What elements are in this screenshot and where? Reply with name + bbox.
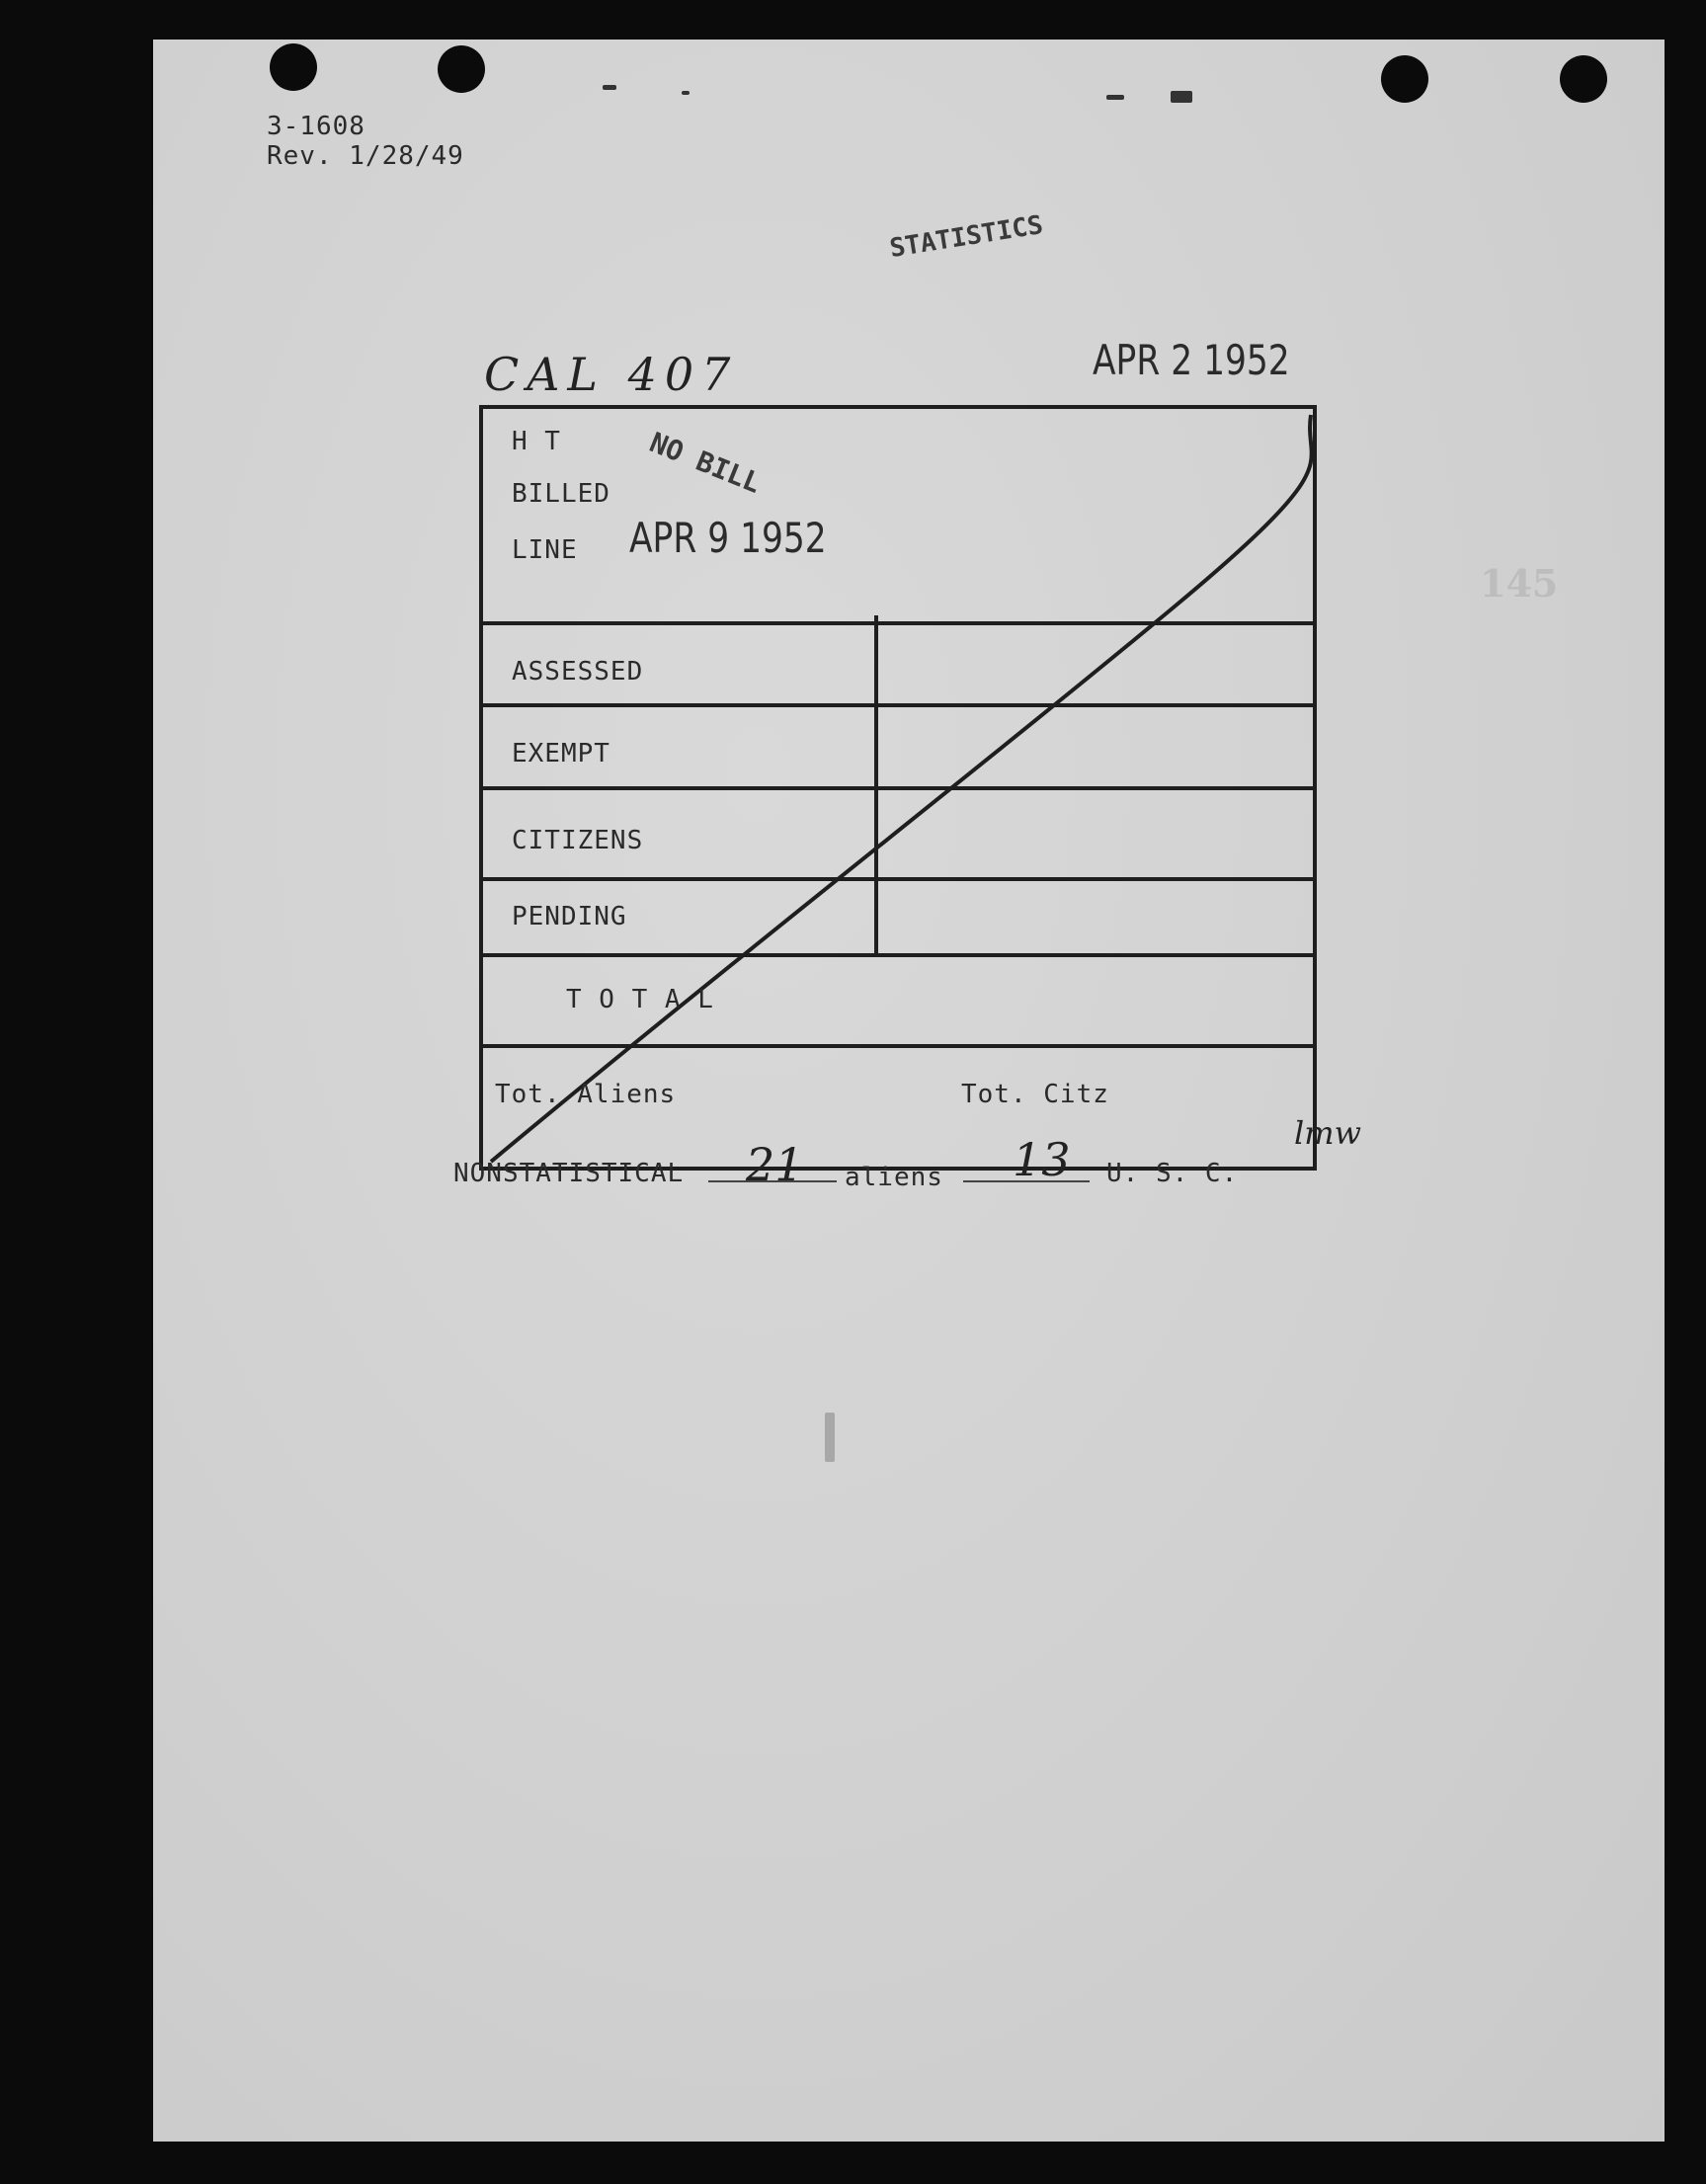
billed-label: BILLED bbox=[512, 479, 610, 509]
cancel-diagonal-line bbox=[483, 409, 1321, 1174]
column-divider bbox=[874, 615, 878, 956]
divider bbox=[479, 621, 1317, 625]
row-label-exempt: EXEMPT bbox=[512, 739, 610, 768]
no-bill-stamp: NO BILL bbox=[645, 426, 766, 500]
handwritten-usc-count: 13 bbox=[1013, 1133, 1071, 1186]
date-stamp-top: APR 2 1952 bbox=[1093, 336, 1290, 384]
row-label-pending: PENDING bbox=[512, 902, 627, 931]
document-page bbox=[153, 40, 1665, 2142]
speck bbox=[603, 85, 616, 90]
divider bbox=[479, 877, 1317, 881]
total-label: T O T A L bbox=[566, 985, 714, 1014]
divider bbox=[479, 703, 1317, 707]
punch-hole bbox=[270, 43, 317, 91]
row-label-citizens: CITIZENS bbox=[512, 826, 644, 855]
punch-hole bbox=[1381, 55, 1428, 103]
form-revision: Rev. 1/28/49 bbox=[267, 141, 464, 171]
tot-citz-label: Tot. Citz bbox=[961, 1080, 1109, 1109]
handwritten-ref: CAL 407 bbox=[484, 348, 739, 401]
speck bbox=[1171, 91, 1192, 103]
punch-hole bbox=[1560, 55, 1607, 103]
divider bbox=[479, 786, 1317, 790]
speck bbox=[1106, 95, 1124, 100]
smudge bbox=[825, 1413, 835, 1462]
nonstatistical-label: NONSTATISTICAL bbox=[453, 1159, 685, 1188]
aliens-word: aliens bbox=[845, 1163, 943, 1192]
punch-hole bbox=[438, 45, 485, 93]
speck bbox=[682, 91, 690, 95]
handwritten-aliens-count: 21 bbox=[746, 1138, 804, 1191]
row-label-assessed: ASSESSED bbox=[512, 657, 644, 687]
divider bbox=[479, 953, 1317, 957]
ht-label: H T bbox=[512, 427, 561, 456]
tot-aliens-label: Tot. Aliens bbox=[495, 1080, 677, 1109]
statistics-stamp: STATISTICS bbox=[887, 209, 1045, 265]
line-label: LINE bbox=[512, 535, 578, 565]
handwritten-initials: lmw bbox=[1294, 1114, 1361, 1152]
divider bbox=[479, 1044, 1317, 1048]
date-stamp-line: APR 9 1952 bbox=[629, 514, 827, 562]
form-number: 3-1608 bbox=[267, 112, 366, 141]
usc-label: U. S. C. bbox=[1106, 1159, 1239, 1188]
page-number: 145 bbox=[1480, 561, 1559, 606]
